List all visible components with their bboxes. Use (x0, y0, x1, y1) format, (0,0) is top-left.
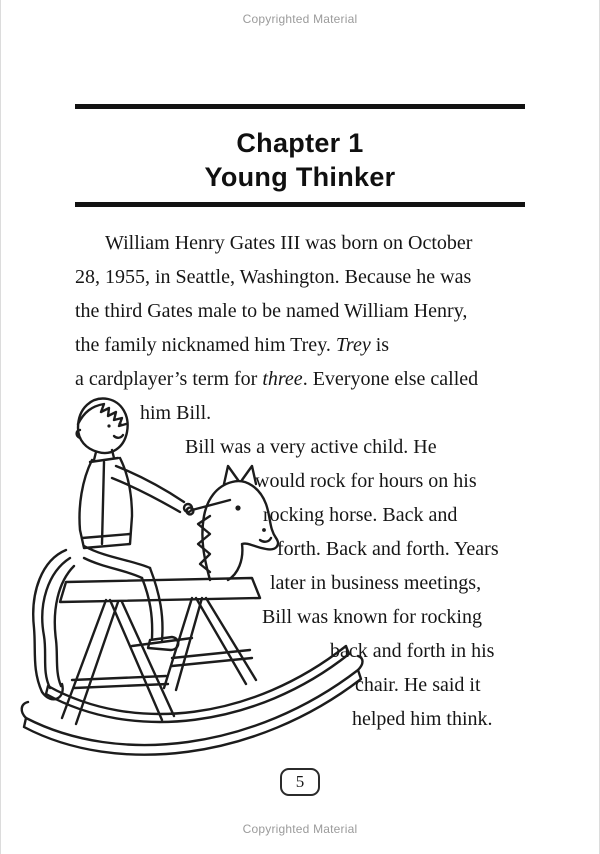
text-line: would rock for hours on his (255, 470, 477, 492)
copyright-notice-bottom: Copyrighted Material (242, 822, 358, 836)
chapter-title: Young Thinker (204, 162, 396, 192)
copyright-notice-top: Copyrighted Material (242, 12, 358, 26)
text-line: the third Gates male to be named William Henry, (75, 300, 468, 322)
rocker-rails (22, 646, 363, 755)
horse-tail (33, 550, 74, 699)
text-line: back and forth in his (330, 640, 495, 662)
text-line: helped him think. (352, 708, 493, 730)
divider-rule-top (75, 104, 525, 109)
page-number-area (0, 768, 600, 796)
text-line: Bill was known for rocking (262, 606, 482, 628)
chapter-number: Chapter 1 (236, 128, 364, 158)
text-line: later in business meetings, (270, 572, 482, 594)
text-line: forth. Back and forth. Years (277, 538, 499, 560)
rocking-horse-illustration (14, 388, 364, 760)
text-line: chair. He said it (355, 674, 481, 696)
chapter-heading (0, 126, 600, 194)
horse-head (187, 466, 278, 580)
divider-rule-bottom (75, 202, 525, 207)
text-line: the family nicknamed him Trey. Trey is (75, 334, 390, 356)
text-line: a cardplayer’s term for three. Everyone else called (75, 368, 479, 390)
text-line: rocking horse. Back and (263, 504, 458, 526)
text-line: him Bill. (140, 402, 212, 424)
page-number-badge: 5 (280, 768, 321, 796)
text-line: 28, 1955, in Seattle, Washington. Because he was (75, 266, 472, 288)
text-line: Bill was a very active child. He (185, 436, 437, 458)
boy-rider (77, 399, 192, 650)
text-line: William Henry Gates III was born on October (105, 232, 473, 254)
